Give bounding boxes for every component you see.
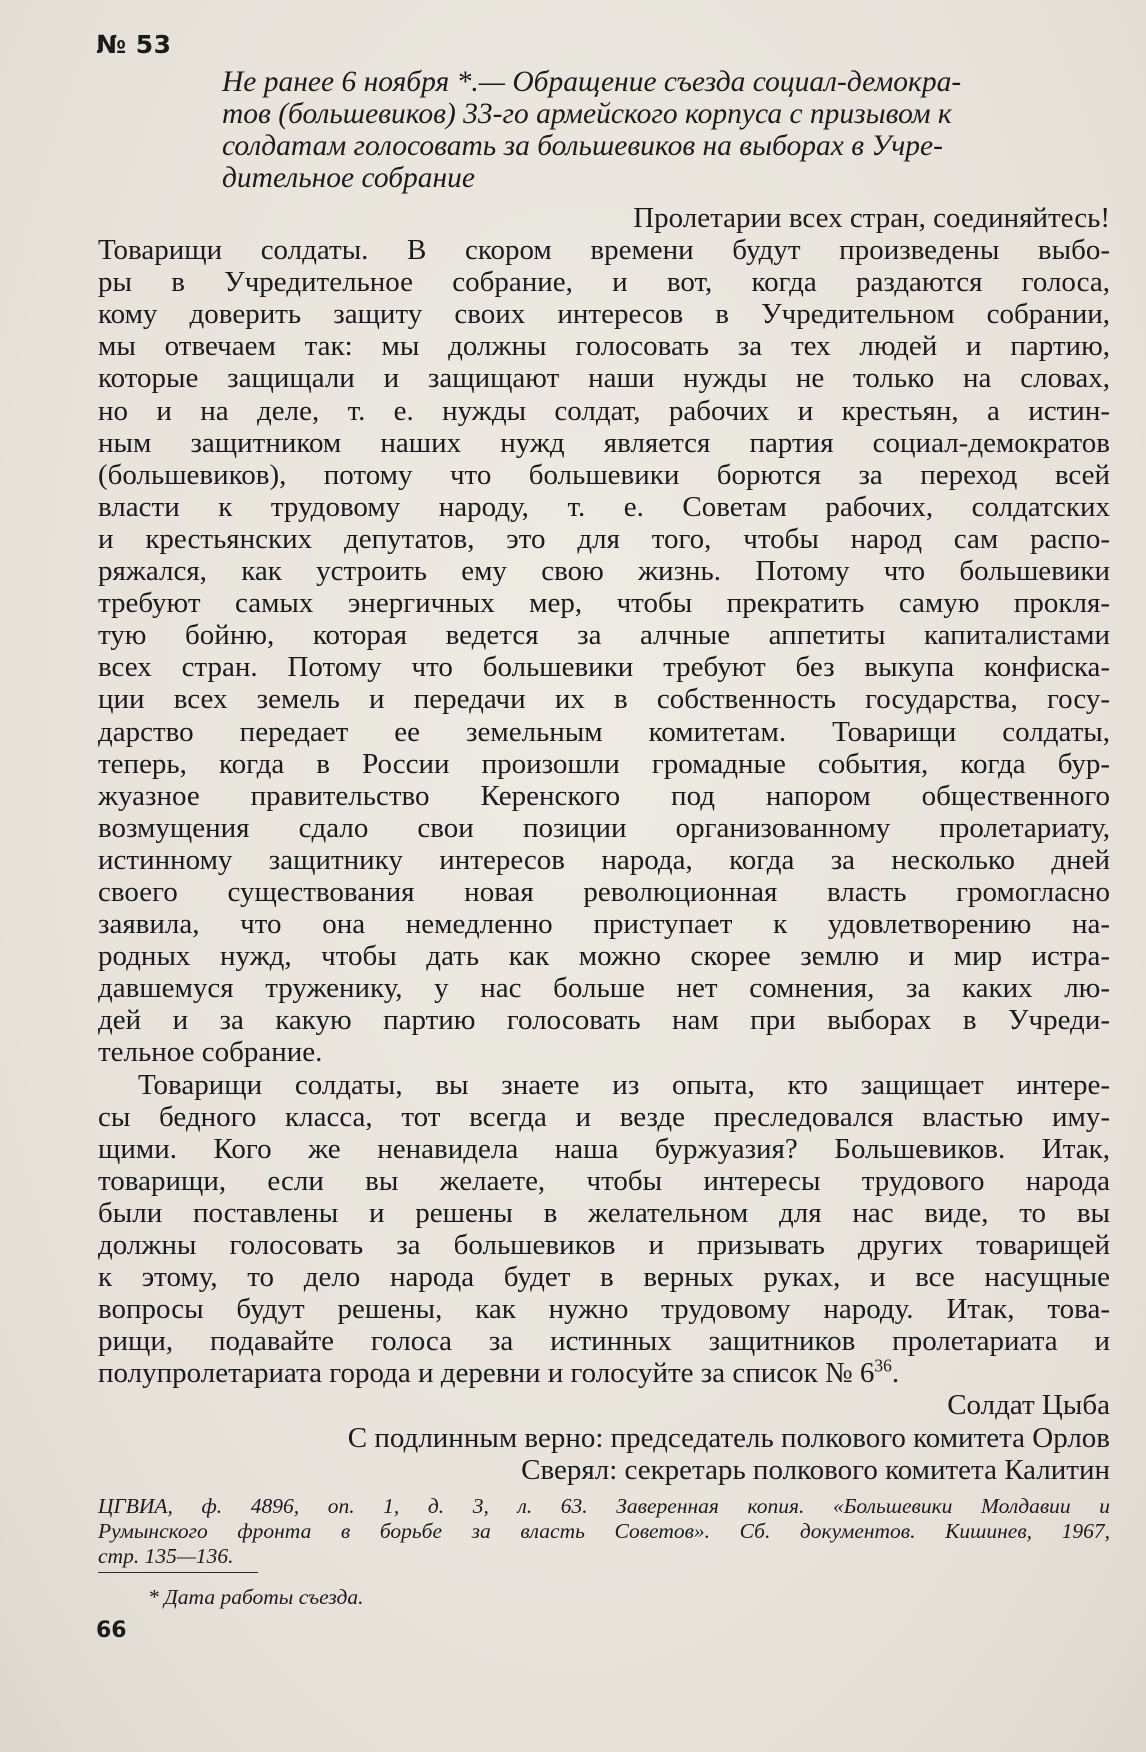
document-body <box>98 202 1110 1486</box>
slogan: Пролетарии всех стран, соединяйтесь! <box>633 202 1110 234</box>
text-line: были поставлены и решены в желательном для нас виде, то вы <box>98 1196 1110 1229</box>
text-line: кому доверить защиту своих интересов в Учредительном собрании, <box>98 298 1110 331</box>
text-line: тельное собрание. <box>98 1036 323 1069</box>
text-line: требуют самых энергичных мер, чтобы прекратить самую прокля- <box>98 587 1110 620</box>
verification: Сверял: секретарь полкового комитета Калитин <box>521 1453 1110 1486</box>
text-line: ным защитником наших нужд является партия социал-демократов <box>98 426 1110 459</box>
document-number: № 53 <box>96 30 172 59</box>
text-line: сы бедного класса, тот всегда и везде преследовался властью иму- <box>98 1100 1110 1133</box>
signature: Солдат Цыба <box>947 1389 1110 1422</box>
text-line: теперь, когда в России произошли громадные события, когда бур- <box>98 747 1110 780</box>
footnote: * Дата работы съезда. <box>148 1585 364 1609</box>
text-line: Товарищи солдаты, вы знаете из опыта, кто защищает интере- <box>138 1068 1110 1101</box>
text-line: дарство передает ее земельным комитетам. Товарищи солдаты, <box>98 715 1110 748</box>
text-line: давшемуся труженику, у нас больше нет сомнения, за каких лю- <box>98 972 1110 1005</box>
text-line: своего существования новая революционная власть громогласно <box>98 875 1110 908</box>
text-line: тую бойню, которая ведется за алчные аппетиты капиталистами <box>98 619 1110 652</box>
document-heading <box>222 66 1110 194</box>
text-line: истинному защитнику интересов народа, когда за несколько дней <box>98 843 1110 876</box>
source-line: ЦГВИА, ф. 4896, оп. 1, д. 3, л. 63. Заверенная копия. «Большевики Молдавии и <box>98 1494 1110 1518</box>
text-line: но и на деле, т. е. нужды солдат, рабочих и крестьян, а истин- <box>98 394 1110 427</box>
text-line-final <box>98 1357 1110 1389</box>
source-line: стр. 135—136. <box>98 1544 234 1568</box>
heading-line: солдатам голосовать за большевиков на выборах в Учре- <box>222 130 943 162</box>
source-line: Румынского фронта в борьбе за власть Советов». Сб. документов. Кишинев, 1967, <box>98 1519 1110 1543</box>
text-line: жуазное правительство Керенского под напором общественного <box>98 779 1110 812</box>
text-line: ции всех земель и передачи их в собственность государства, госу- <box>98 683 1110 716</box>
text-line: и крестьянских депутатов, это для того, чтобы народ сам распо- <box>98 522 1110 555</box>
text-line: мы отвечаем так: мы должны голосовать за тех людей и партию, <box>98 330 1110 363</box>
paragraph-2 <box>98 1069 1110 1390</box>
text-line: ры в Учредительное собрание, и вот, когда раздаются голоса, <box>98 266 1110 299</box>
heading-line: тов (большевиков) 33-го армейского корпуса с призывом к <box>222 98 952 130</box>
text-line: власти к трудовому народу, т. е. Советам рабочих, солдатских <box>98 490 1110 523</box>
text-line: товарищи, если вы желаете, чтобы интересы трудового народа <box>98 1164 1110 1197</box>
heading-line: дительное собрание <box>222 162 476 194</box>
text-line: рищи, подавайте голоса за истинных защитников пролетариата и <box>98 1325 1110 1358</box>
text-line: Товарищи солдаты. В скором времени будут произведены выбо- <box>98 234 1110 267</box>
text-line: всех стран. Потому что большевики требуют без выкупа конфиска- <box>98 651 1110 684</box>
certification: С подлинным верно: председатель полкового комитета Орлов <box>347 1421 1110 1454</box>
footnote-divider <box>98 1572 258 1573</box>
text-line: щими. Кого же ненавидела наша буржуазия? Большевиков. Итак, <box>98 1132 1110 1165</box>
text-line: (большевиков), потому что большевики борются за переход всей <box>98 458 1110 491</box>
text-line: должны голосовать за большевиков и призывать других товарищей <box>98 1229 1110 1261</box>
text-line: дей и за какую партию голосовать нам при выборах в Учреди- <box>98 1004 1110 1037</box>
heading-line: Не ранее 6 ноября *.— Обращение съезда социал-демокра- <box>222 66 962 98</box>
text-line: родных нужд, чтобы дать как можно скорее землю и мир истра- <box>98 940 1110 973</box>
source-citation <box>98 1494 1110 1569</box>
text-line: ряжался, как устроить ему свою жизнь. Потому что большевики <box>98 555 1110 588</box>
final-list-text: полупролетариата города и деревни и голосуйте за список № 6 <box>98 1357 875 1390</box>
text-line: которые защищали и защищают наши нужды не только на словах, <box>98 362 1110 395</box>
paragraph-1 <box>98 234 1110 1068</box>
final-period: . <box>891 1357 900 1390</box>
footnote-ref-36: 36 <box>874 1355 892 1376</box>
text-line: к этому, то дело народа будет в верных руках, и все насущные <box>98 1261 1110 1294</box>
text-line: вопросы будут решены, как нужно трудовому народу. Итак, това- <box>98 1293 1110 1326</box>
text-line: заявила, что она немедленно приступает к удовлетворению на- <box>98 908 1110 941</box>
page-number: 66 <box>96 1618 127 1643</box>
text-line: возмущения сдало свои позиции организованному пролетариату, <box>98 811 1110 844</box>
